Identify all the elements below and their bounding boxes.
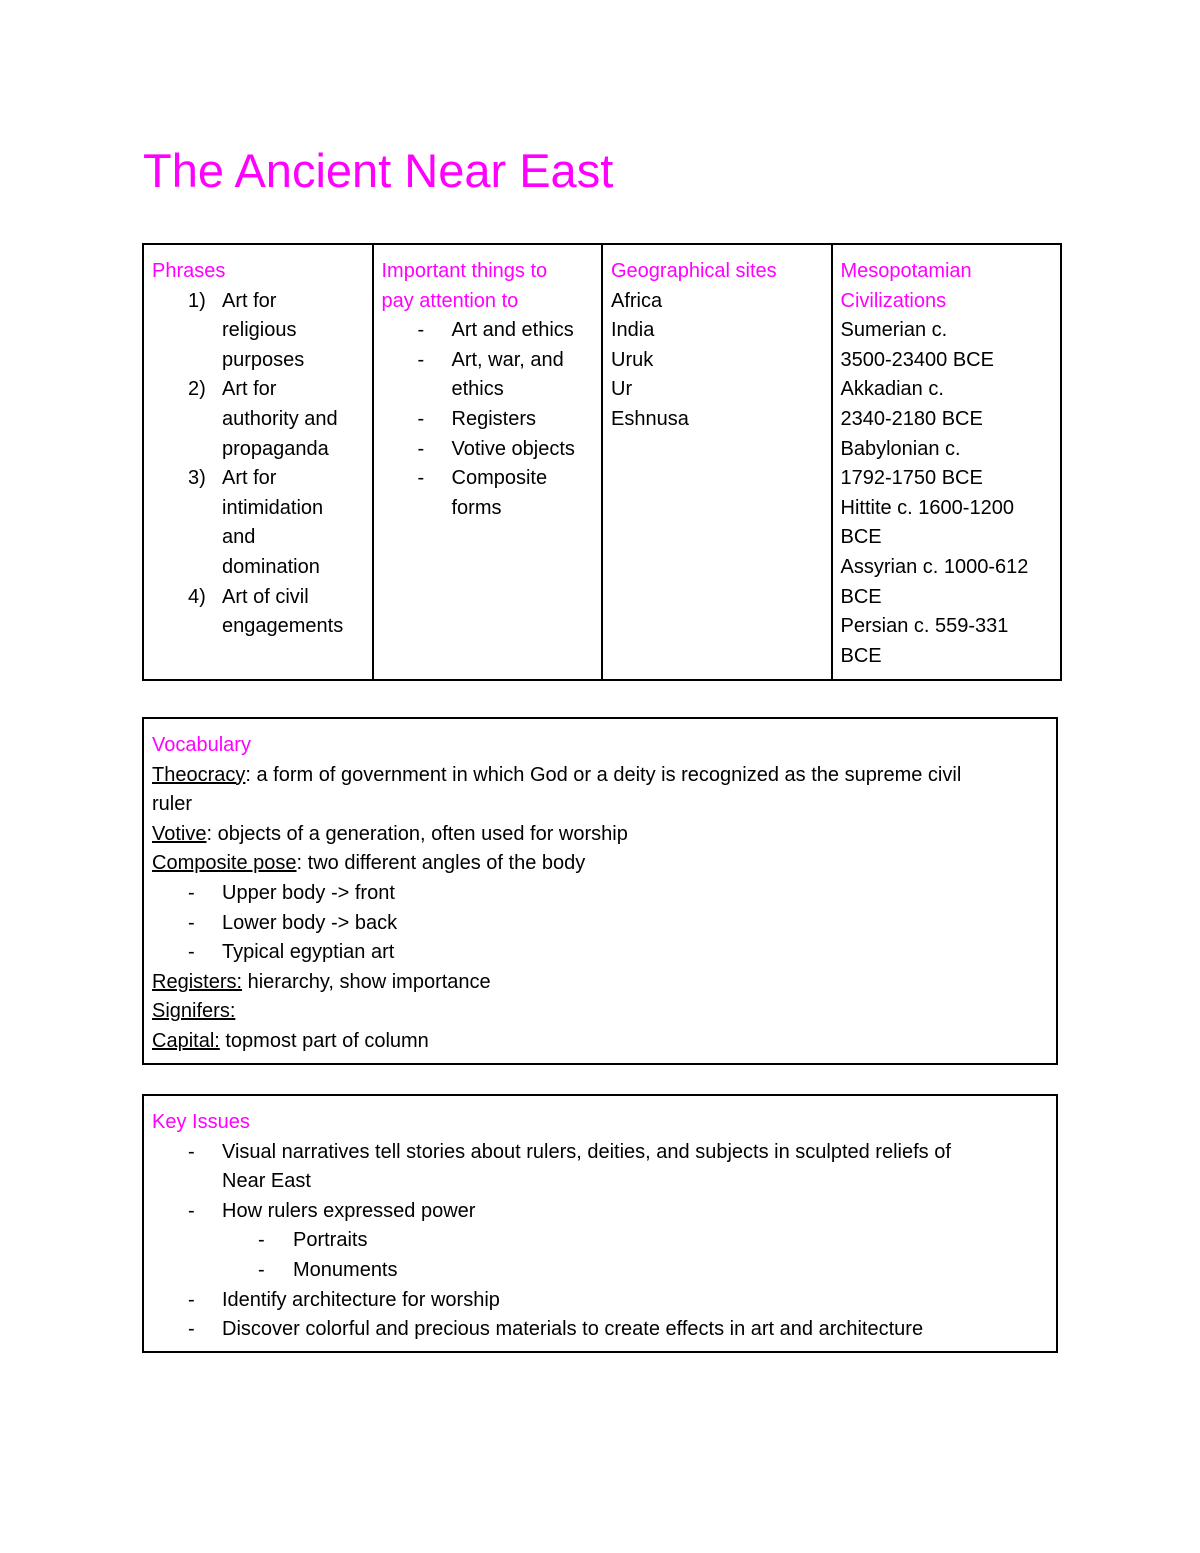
vocab-term: Composite pose: [152, 852, 297, 875]
dash-bullet: -: [417, 348, 425, 371]
dash-bullet: -: [188, 1199, 195, 1222]
vocab-entry-signifers: [152, 997, 1048, 1027]
meso-heading: [841, 257, 1053, 316]
list-item-text: Art for: [222, 289, 277, 312]
list-item-text: Near East: [222, 1170, 311, 1193]
important-heading: [382, 257, 594, 316]
vocab-term: Theocracy: [152, 763, 246, 786]
list-number: 2): [188, 378, 206, 401]
civ-line: Sumerian c.: [840, 319, 948, 342]
vocab-entry-composite: [152, 849, 1048, 879]
important-list: [382, 316, 594, 523]
meso-column: [831, 245, 1061, 679]
civ-line: BCE: [840, 585, 882, 608]
list-item: [152, 1197, 1048, 1227]
list-item-text: Votive objects: [451, 437, 575, 460]
dash-bullet: -: [258, 1229, 265, 1252]
list-number: 4): [188, 585, 206, 608]
list-item: [152, 464, 364, 582]
civ-line: 1792-1750 BCE: [840, 467, 983, 490]
list-item: [152, 1315, 1048, 1345]
list-item: [152, 1286, 1048, 1316]
list-item: [152, 879, 1048, 909]
list-item-text: Art for: [222, 467, 277, 490]
vocab-term: Registers:: [152, 970, 243, 993]
civ-line: Akkadian c.: [840, 378, 944, 401]
heading-line: pay attention to: [381, 289, 519, 312]
list-item-text: forms: [451, 496, 502, 519]
dash-bullet: -: [417, 467, 425, 490]
list-item: [152, 909, 1048, 939]
list-item: [382, 316, 594, 346]
geo-site: Africa: [611, 289, 663, 312]
geo-heading: Geographical sites: [611, 260, 777, 282]
civ-line: 3500-23400 BCE: [840, 348, 994, 371]
list-item: [152, 938, 1048, 968]
list-item: [382, 405, 594, 435]
composite-bullets: [152, 879, 1048, 968]
phrases-list: [152, 287, 364, 642]
list-item-text: Art and ethics: [451, 319, 574, 342]
list-item-text: Registers: [451, 407, 536, 430]
list-item-text: religious: [222, 319, 297, 342]
list-item-text: domination: [222, 555, 320, 578]
list-item-text: Identify architecture for worship: [222, 1288, 500, 1311]
vocabulary-heading: Vocabulary: [152, 734, 251, 756]
civ-line: Persian c. 559-331: [840, 615, 1009, 638]
list-item: [152, 375, 364, 464]
key-issues-heading: Key Issues: [152, 1111, 250, 1133]
list-item: [152, 1138, 1048, 1197]
dash-bullet: -: [417, 437, 425, 460]
civ-line: Babylonian c.: [840, 437, 961, 460]
list-item-text: intimidation: [222, 496, 324, 519]
list-item-text: engagements: [222, 615, 344, 638]
list-item-text: ethics: [451, 378, 504, 401]
list-item: [152, 583, 364, 642]
vocab-definition: : two different angles of the body: [296, 852, 586, 875]
phrases-heading: Phrases: [152, 260, 226, 282]
list-item: [152, 1256, 1048, 1286]
overview-table: [142, 243, 1062, 681]
list-item-text: Upper body -> front: [222, 881, 395, 904]
geo-site: India: [611, 319, 655, 342]
list-item-text: Typical egyptian art: [222, 941, 395, 964]
geo-site: Ur: [611, 378, 633, 401]
vocab-entry-theocracy: [152, 761, 1048, 791]
list-number: 3): [188, 467, 206, 490]
list-item-text: propaganda: [222, 437, 329, 460]
list-item-text: Discover colorful and precious materials to create effects in art and architecture: [222, 1318, 924, 1341]
list-item: [382, 346, 594, 405]
list-item-text: Art of civil: [222, 585, 309, 608]
phrases-column: [144, 245, 372, 679]
geo-site: Eshnusa: [611, 407, 689, 430]
civ-line: BCE: [840, 526, 882, 549]
list-item: [152, 287, 364, 376]
vocab-term: Signifers:: [152, 1000, 236, 1023]
vocab-entry-votive: [152, 820, 1048, 850]
key-issues-list: [152, 1138, 1048, 1227]
list-item-text: Art for: [222, 378, 277, 401]
vocab-definition: topmost part of column: [219, 1029, 429, 1052]
dash-bullet: -: [188, 941, 195, 964]
dash-bullet: -: [188, 911, 195, 934]
vocabulary-box: [142, 717, 1058, 1065]
list-item-text: and: [222, 526, 256, 549]
vocab-definition: : a form of government in which God or a deity is recognized as the supreme civil: [245, 763, 962, 786]
geo-column: [601, 245, 831, 679]
list-item: [152, 1226, 1048, 1256]
dash-bullet: -: [188, 1318, 195, 1341]
list-item: [382, 435, 594, 465]
vocab-definition-cont: ruler: [152, 793, 193, 816]
vocab-definition: hierarchy, show importance: [242, 970, 491, 993]
civ-line: 2340-2180 BCE: [840, 407, 983, 430]
list-item-text: Portraits: [293, 1229, 368, 1252]
dash-bullet: -: [188, 881, 195, 904]
list-item-text: How rulers expressed power: [222, 1199, 476, 1222]
vocab-term: Capital:: [152, 1029, 220, 1052]
dash-bullet: -: [258, 1258, 265, 1281]
list-item-text: Monuments: [293, 1258, 398, 1281]
list-item-text: Composite: [451, 467, 548, 490]
key-issues-box: [142, 1094, 1058, 1353]
vocab-entry-capital: [152, 1027, 1048, 1057]
heading-line: Mesopotamian: [840, 260, 972, 282]
list-item-text: Visual narratives tell stories about rulers, deities, and subjects in sculpted reliefs of: [222, 1140, 951, 1163]
vocab-entry-registers: [152, 968, 1048, 998]
page-title: The Ancient Near East: [143, 144, 614, 197]
civ-line: BCE: [840, 644, 882, 667]
heading-line: Important things to: [381, 260, 548, 282]
important-column: [372, 245, 602, 679]
list-number: 1): [188, 289, 206, 312]
dash-bullet: -: [188, 1288, 195, 1311]
heading-line: Civilizations: [840, 289, 947, 312]
geo-site: Uruk: [611, 348, 654, 371]
dash-bullet: -: [188, 1140, 195, 1163]
vocab-definition: : objects of a generation, often used for worship: [206, 822, 628, 845]
list-item: [382, 464, 594, 523]
key-issues-list-cont: [152, 1286, 1048, 1345]
dash-bullet: -: [417, 319, 425, 342]
key-issues-sublist: [152, 1226, 1048, 1285]
civ-line: Hittite c. 1600-1200: [840, 496, 1014, 519]
list-item-text: Lower body -> back: [222, 911, 398, 934]
vocab-term: Votive: [152, 822, 207, 845]
list-item-text: purposes: [222, 348, 305, 371]
list-item-text: Art, war, and: [451, 348, 564, 371]
dash-bullet: -: [417, 407, 425, 430]
list-item-text: authority and: [222, 407, 338, 430]
civ-line: Assyrian c. 1000-612: [840, 555, 1029, 578]
